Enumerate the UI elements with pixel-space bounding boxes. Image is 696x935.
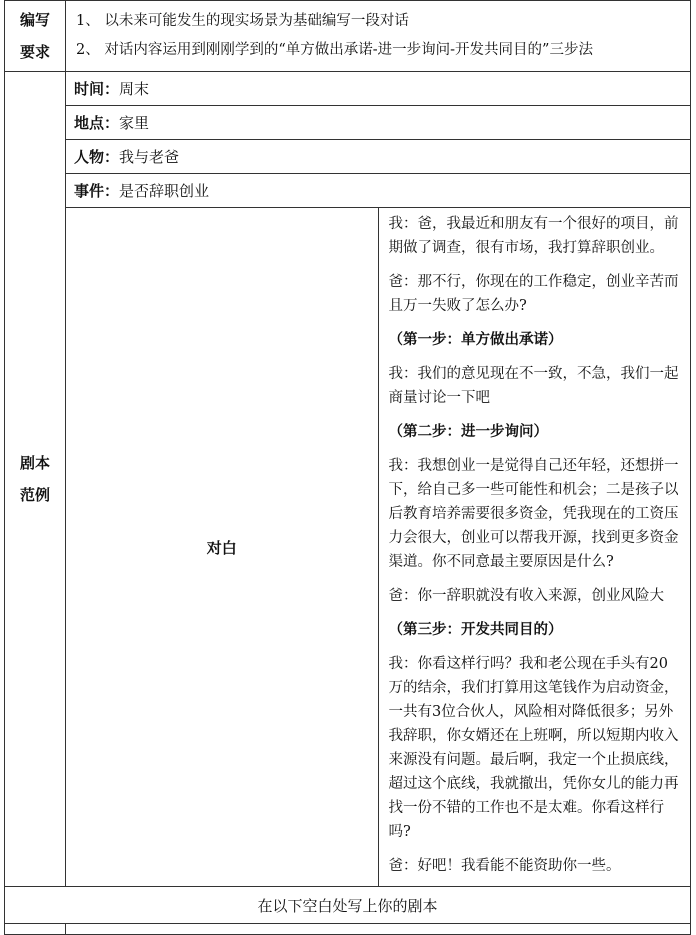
info-time: 时间：周末 (66, 72, 691, 106)
dialogue-line: 爸：你一辞职就没有收入来源，创业风险大 (388, 588, 664, 604)
info-place: 地点：家里 (66, 106, 691, 140)
footer-instruction: 在以下空白处写上你的剧本 (5, 887, 691, 924)
info-row-people (5, 140, 691, 174)
info-people: 人物：我与老爸 (66, 140, 691, 174)
step-heading: （第三步：开发共同目的） (388, 621, 563, 638)
dialogue-line: 我：爸，我最近和朋友有一个很好的项目，前期做了调查，很有市场，我打算辞职创业。 (388, 216, 679, 256)
info-row-event (5, 174, 691, 208)
dialogue-line: 我：你看这样行吗？我和老公现在手头有20万的结余，我们打算用这笔钱作为启动资金，一共有3位合伙人，风险相对降低很多；另外我辞职，你女婿还在上班啊，所以短期内收入来源没有问题。最后啊，我定一个止损底线，超过这个底线，我就撤出，凭你女儿的能力再找一份不错的工作也不是太难。你看这样行吗? (388, 656, 679, 840)
info-event: 事件：是否辞职创业 (66, 174, 691, 208)
dialogue-line: 我：我们的意见现在不一致，不急，我们一起商量讨论一下吧 (388, 366, 679, 406)
example-label: 剧本 范例 (5, 72, 66, 887)
info-row-place (5, 106, 691, 140)
dialogue-label: 对白 (66, 208, 379, 887)
blank-writing-area[interactable] (66, 924, 691, 935)
requirement-item-1: 1、 以未来可能发生的现实场景为基础编写一段对话 (76, 13, 409, 29)
dialogue-content (378, 208, 691, 887)
dialogue-line: 爸：好吧！我看能不能资助你一些。 (388, 858, 621, 874)
dialogue-line: 爸：那不行，你现在的工作稳定，创业辛苦而且万一失败了怎么办? (388, 274, 679, 314)
info-row-time (5, 72, 691, 106)
step-heading: （第二步：进一步询问） (388, 423, 548, 440)
requirement-label: 编写 要求 (5, 1, 66, 72)
blank-cell-left[interactable] (5, 924, 66, 935)
requirement-content (66, 1, 691, 72)
dialogue-row (5, 208, 691, 887)
blank-writing-row (5, 924, 691, 935)
footer-row (5, 887, 691, 924)
dialogue-line: 我：我想创业一是觉得自己还年轻，还想拼一下，给自己多一些可能性和机会；二是孩子以后教育培养需要很多资金，凭我现在的工资压力会很大，创业可以帮我开源，找到更多资金渠道。你不同意最主要原因是什么? (388, 458, 679, 570)
step-heading: （第一步：单方做出承诺） (388, 331, 563, 348)
requirement-row (5, 1, 691, 72)
requirement-item-2: 2、 对话内容运用到刚刚学到的“单方做出承诺-进一步询问-开发共同目的”三步法 (76, 42, 593, 58)
script-table (4, 0, 691, 935)
